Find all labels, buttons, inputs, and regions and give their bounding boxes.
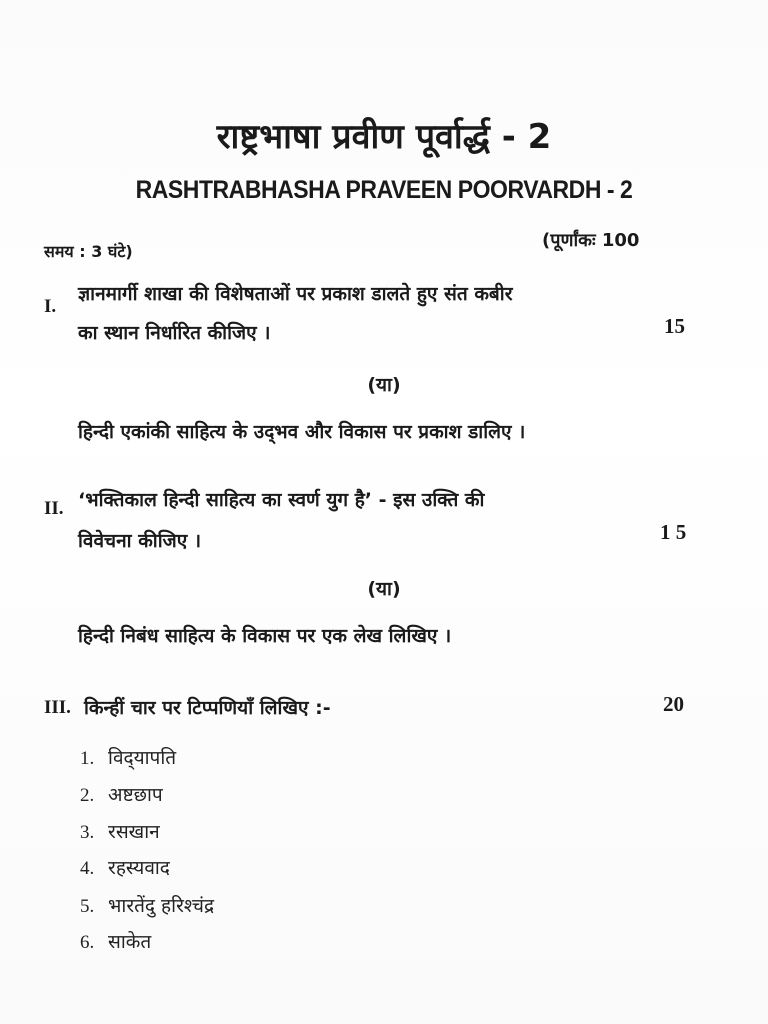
question-2-line-1: ‘भक्तिकाल हिन्दी साहित्य का स्वर्ण युग है’ - इस उक्ति की <box>78 489 485 511</box>
page-title-english: RASHTRABHASHA PRAVEEN POORVARDH - 2 <box>135 176 633 204</box>
exam-duration: समय : 3 घंटे) <box>44 242 133 261</box>
question-3-number: III. <box>44 697 71 718</box>
question-1-or-label: (या) <box>367 374 401 396</box>
question-1-marks: 15 <box>664 314 685 338</box>
question-1-alternative: हिन्दी एकांकी साहित्य के उद्‌भव और विकास पर प्रकाश डालिए । <box>78 421 526 443</box>
total-marks: (पूर्णांकः 100 <box>542 230 640 251</box>
question-2-or-label: (या) <box>367 578 401 600</box>
list-item <box>80 892 214 918</box>
list-item-number: 6. <box>80 932 95 953</box>
question-2-alternative: हिन्दी निबंध साहित्य के विकास पर एक लेख लिखिए । <box>78 625 452 647</box>
question-1-line-1: ज्ञानमार्गी शाखा की विशेषताओं पर प्रकाश डालते हुए संत कबीर <box>78 283 513 305</box>
list-item-number: 1. <box>80 748 95 769</box>
question-2-marks: 1 5 <box>660 520 687 544</box>
list-item-number: 5. <box>80 896 95 917</box>
question-2-number: II. <box>44 498 64 519</box>
list-item-text: साकेत <box>108 931 152 953</box>
list-item <box>80 744 176 770</box>
list-item-text: विद्‌यापति <box>108 747 177 769</box>
list-item-text: रहस्यवाद <box>108 857 170 879</box>
question-1-line-2: का स्थान निर्धारित कीजिए । <box>78 322 271 344</box>
list-item-number: 3. <box>80 822 95 843</box>
list-item-number: 4. <box>80 858 95 879</box>
list-item <box>80 781 163 807</box>
list-item-text: रसखान <box>108 821 160 843</box>
list-item <box>80 928 151 954</box>
list-item-number: 2. <box>80 785 95 806</box>
list-item-text: अष्टछाप <box>108 784 163 806</box>
list-item <box>80 818 160 844</box>
question-3-line-1: किन्हीं चार पर टिप्पणियाँ लिखिए :- <box>84 697 331 719</box>
question-1-number: I. <box>44 296 57 317</box>
question-2-line-2: विवेचना कीजिए । <box>78 530 202 552</box>
list-item-text: भारतेंदु हरिश्चंद्र <box>108 895 215 917</box>
page-title-hindi: राष्ट्रभाषा प्रवीण पूर्वार्द्ध - 2 <box>216 117 552 157</box>
list-item <box>80 854 170 880</box>
question-3-marks: 20 <box>663 692 684 716</box>
